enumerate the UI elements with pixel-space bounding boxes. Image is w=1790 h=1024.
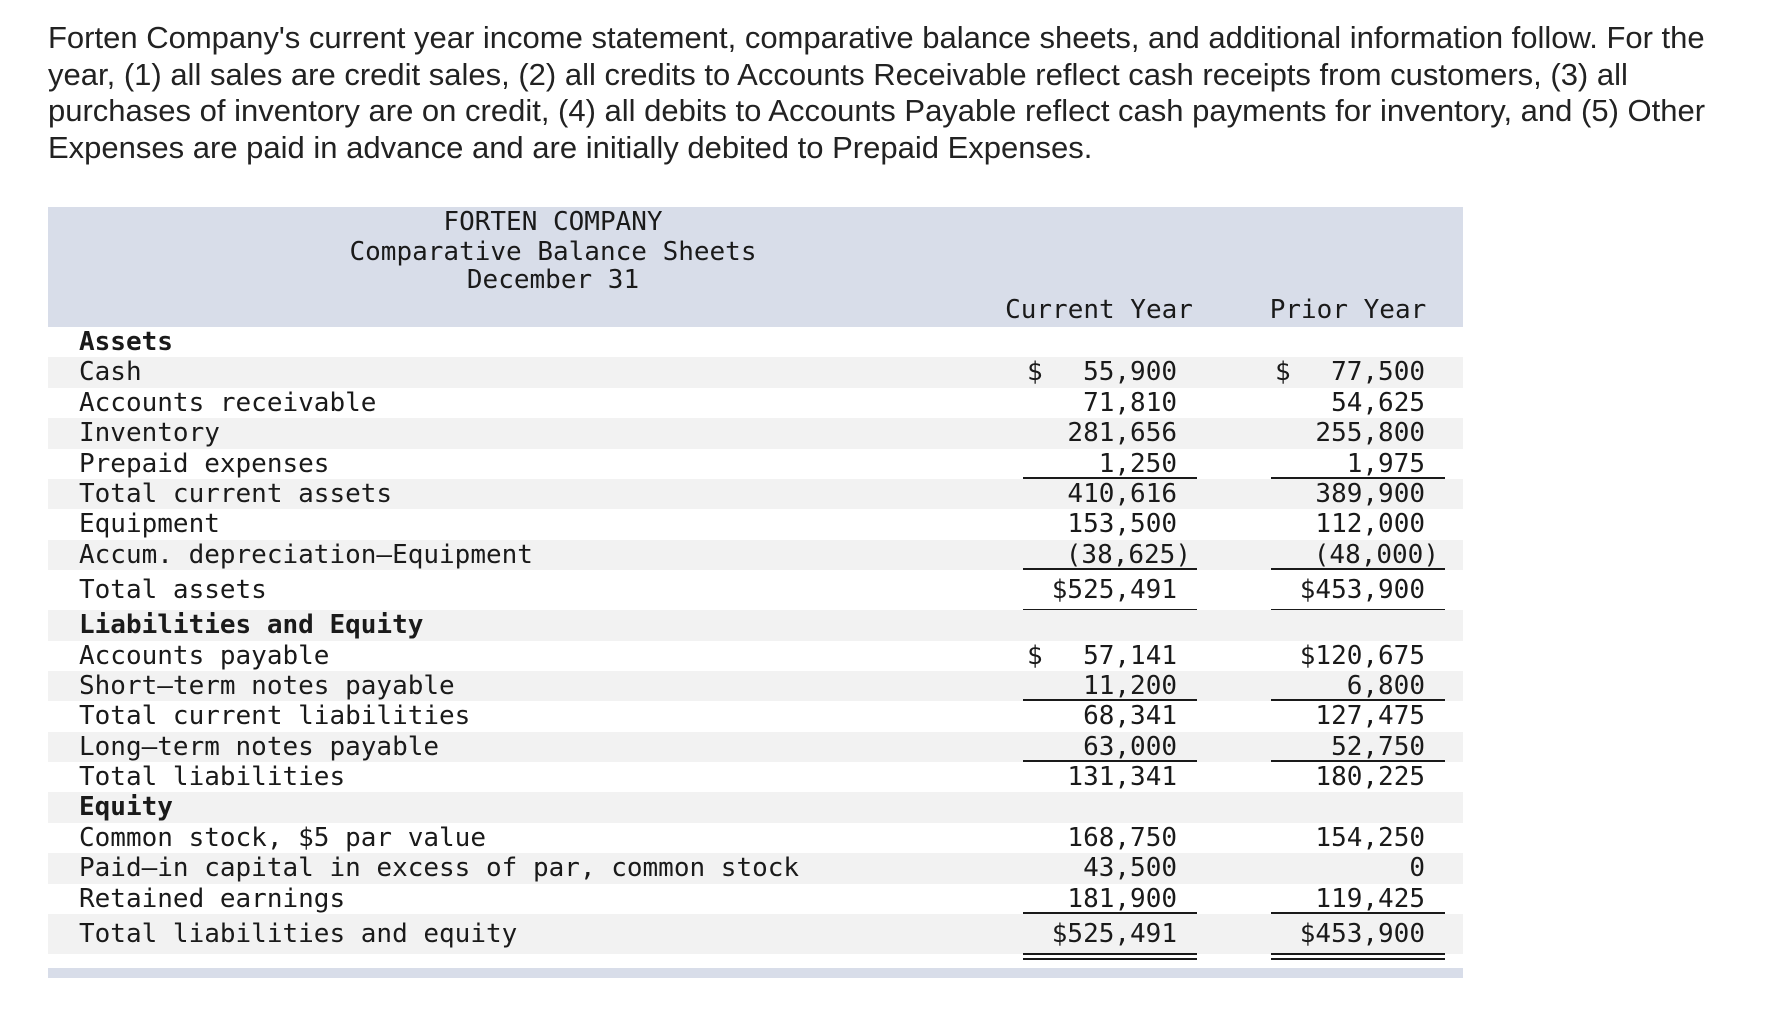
value-prior [1275, 701, 1425, 731]
value-current [1027, 570, 1177, 610]
amount: 255,800 [1315, 418, 1425, 449]
table-row [48, 418, 1463, 448]
amount: 389,900 [1315, 478, 1425, 509]
section-heading-liabilities-equity [48, 610, 1463, 640]
amount: $525,491 [1051, 919, 1177, 950]
value-prior [1275, 914, 1425, 954]
value-prior [1275, 732, 1425, 762]
row-label: Liabilities and Equity [79, 610, 424, 641]
table-row [48, 732, 1463, 762]
amount: $453,900 [1299, 575, 1425, 606]
amount: 112,000 [1315, 509, 1425, 540]
row-label: Accounts payable [79, 640, 330, 671]
value-current [1027, 357, 1177, 387]
table-row [48, 357, 1463, 387]
value-current [1027, 539, 1191, 570]
row-label: Total current liabilities [79, 701, 471, 732]
value-prior [1275, 884, 1425, 914]
row-label: Paid—in capital in excess of par, common stock [79, 853, 800, 884]
row-label: Inventory [79, 418, 220, 449]
value-prior [1275, 509, 1425, 539]
value-prior [1275, 539, 1439, 570]
amount: 71,810 [1083, 387, 1177, 418]
dollar-sign: $ [1275, 357, 1291, 388]
row-label: Common stock, $5 par value [79, 822, 486, 853]
amount: 168,750 [1067, 822, 1177, 853]
amount: 77,500 [1331, 357, 1425, 388]
table-header [48, 207, 1463, 327]
row-label: Prepaid expenses [79, 448, 330, 479]
row-label: Accum. depreciation—Equipment [79, 539, 533, 570]
amount: 43,500 [1083, 853, 1177, 884]
table-row [48, 762, 1463, 792]
intro-paragraph: Forten Company's current year income statement, comparative balance sheets, and additional information follow. For the year, (1) all sales are credit sales, (2) all credits to Accounts Receivable reflect cash receipts from customers, (3) all purchases of inventory are on credit, (4) all debits to Accounts Payable reflect cash payments for inventory, and (5) Other Expenses are paid in advance and are initially debited to Prepaid Expenses. [48, 20, 1706, 165]
dollar-sign: $ [1027, 640, 1043, 671]
value-prior [1275, 853, 1425, 883]
section-heading-equity [48, 792, 1463, 822]
row-label: Total current assets [79, 478, 393, 509]
table-row [48, 479, 1463, 509]
value-prior [1275, 641, 1425, 671]
amount: $525,491 [1051, 575, 1177, 606]
amount: 127,475 [1315, 701, 1425, 732]
table-row [48, 641, 1463, 671]
row-label: Assets [79, 327, 173, 357]
value-prior [1275, 418, 1425, 448]
value-current [1027, 449, 1177, 479]
section-heading-assets [48, 327, 1463, 357]
amount: 131,341 [1067, 762, 1177, 793]
amount: 63,000 [1083, 731, 1177, 762]
amount: 54,625 [1331, 387, 1425, 418]
table-row [48, 540, 1463, 570]
value-current [1027, 701, 1177, 731]
value-prior [1275, 449, 1425, 479]
value-current [1027, 853, 1177, 883]
row-label: Total liabilities and equity [79, 919, 518, 950]
value-current [1027, 418, 1177, 448]
table-row [48, 853, 1463, 883]
table-row [48, 449, 1463, 479]
amount: 153,500 [1067, 509, 1177, 540]
amount: 68,341 [1083, 701, 1177, 732]
row-label: Equipment [79, 509, 220, 540]
value-current [1027, 914, 1177, 954]
table-row [48, 388, 1463, 418]
amount: 1,250 [1098, 448, 1177, 479]
amount: $120,675 [1299, 640, 1425, 671]
amount: 181,900 [1067, 883, 1177, 914]
row-label: Total assets [79, 575, 267, 606]
amount: 55,900 [1083, 357, 1177, 388]
amount: 154,250 [1315, 822, 1425, 853]
amount: 180,225 [1315, 762, 1425, 793]
amount: 119,425 [1315, 883, 1425, 914]
dollar-sign: $ [1027, 357, 1043, 388]
statement-title: Comparative Balance Sheets [349, 237, 757, 267]
amount: 0 [1409, 853, 1425, 884]
value-prior [1275, 388, 1425, 418]
value-current [1027, 671, 1177, 701]
table-row-total-assets [48, 570, 1463, 610]
value-prior [1275, 762, 1425, 792]
table-row [48, 884, 1463, 914]
table-row [48, 509, 1463, 539]
column-header-current-year: Current Year [1005, 295, 1193, 325]
row-label: Long—term notes payable [79, 731, 440, 762]
table-row [48, 671, 1463, 701]
value-current [1027, 823, 1177, 853]
value-current [1027, 732, 1177, 762]
value-prior [1275, 671, 1425, 701]
amount: 57,141 [1083, 640, 1177, 671]
amount: 410,616 [1067, 478, 1177, 509]
amount: 11,200 [1083, 670, 1177, 701]
row-label: Short—term notes payable [79, 670, 455, 701]
row-label: Retained earnings [79, 883, 346, 914]
amount: 1,975 [1346, 448, 1425, 479]
value-current [1027, 388, 1177, 418]
row-label: Total liabilities [79, 762, 346, 793]
amount: 52,750 [1331, 731, 1425, 762]
row-label: Cash [79, 357, 142, 388]
value-prior [1275, 823, 1425, 853]
row-label: Equity [79, 792, 173, 823]
table-spacer [48, 954, 1463, 968]
row-label: Accounts receivable [79, 387, 377, 418]
table-row [48, 823, 1463, 853]
amount: 6,800 [1346, 670, 1425, 701]
value-current [1027, 641, 1177, 671]
amount: 281,656 [1067, 418, 1177, 449]
statement-date: December 31 [466, 265, 640, 295]
table-row [48, 701, 1463, 731]
value-prior [1275, 570, 1425, 610]
value-current [1027, 509, 1177, 539]
amount: (38,625) [1065, 539, 1191, 570]
column-header-prior-year: Prior Year [1269, 295, 1427, 325]
value-current [1027, 884, 1177, 914]
company-name: FORTEN COMPANY [443, 207, 663, 237]
table-row-total-liabilities-equity [48, 914, 1463, 954]
value-prior [1275, 357, 1425, 387]
value-prior [1275, 479, 1425, 509]
amount: (48,000) [1313, 539, 1439, 570]
amount: $453,900 [1299, 919, 1425, 950]
value-current [1027, 479, 1177, 509]
value-current [1027, 762, 1177, 792]
balance-sheet-table [48, 207, 1463, 978]
table-bottom-bar [48, 968, 1463, 978]
